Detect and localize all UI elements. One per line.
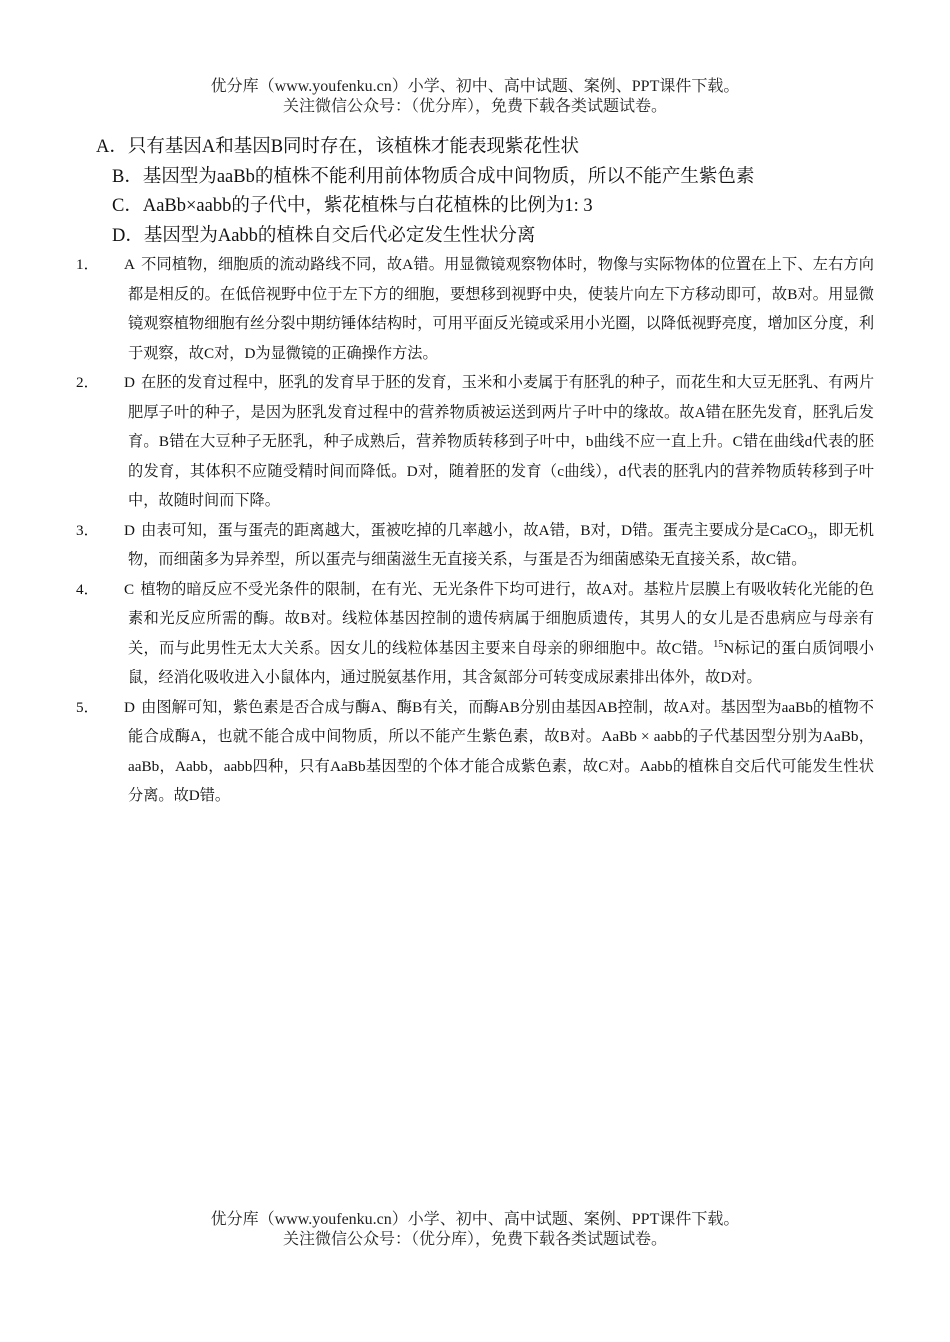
page-footer [0,1210,950,1250]
answer-letter: A [124,256,135,273]
answer-item-3 [76,516,874,575]
header-line-1: 优分库（www.youfenku.cn）小学、初中、高中试题、案例、PPT课件下载。 [210,78,740,95]
answer-number: 5． [76,698,99,716]
answer-text: 在胚的发育过程中，胚乳的发育早于胚的发育，玉米和小麦属于有胚乳的种子，而花生和大豆无胚乳、有两片肥厚子叶的种子，是因为胚乳发育过程中的营养物质被运送到两片子叶中的缘故。故A错在胚先发育，胚乳后发育。B错在大豆种子无胚乳，种子成熟后，营养物质转移到子叶中，b曲线不应一直上升。C错在曲线d代表的胚的发育，其体积不应随受精时间而降低。D对，随着胚的发育（c曲线），d代表的胚乳内的营养物质转移到子叶中，故随时间而下降。 [128,374,874,509]
answer-item-4 [76,575,874,693]
answer-text-after: N标记的蛋白质饲喂小鼠，经消化吸收进入小鼠体内，通过脱氨基作用，其含氮部分可转变成尿素排出体外，故D对。 [128,639,874,686]
answer-explanations [76,250,874,811]
answer-letter: C [124,580,135,598]
answer-text-before: 植物的暗反应不受光条件的限制，在有光、无光条件下均可进行，故A对。基粒片层膜上有吸收转化光能的色素和光反应所需的酶。故B对。线粒体基因控制的遗传病属于细胞质遗传，其男人的女儿是否患病应与母亲有关，而与此男性无太大关系。因女儿的线粒体基因主要来自母亲的卵细胞中。故C错。 [128,580,874,657]
answer-item-1 [76,250,874,368]
answer-letter: D [124,521,135,539]
option-c: C．AaBb×aabb的子代中，紫花植株与白花植株的比例为1: 3 [112,196,593,216]
answer-text-before: 由表可知，蛋与蛋壳的距离越大，蛋被吃掉的几率越小，故A错，B对，D错。蛋壳主要成分是CaCO [140,521,808,539]
answer-number: 3． [76,521,99,539]
answer-text: 不同植物，细胞质的流动路线不同，故A错。用显微镜观察物体时，物像与实际物体的位置在上下、左右方向都是相反的。在低倍视野中位于左下方的细胞，要想移到视野中央，使装片向左下方移动即可，故B对。用显微镜观察植物细胞有丝分裂中期纺锤体结构时，可用平面反光镜或采用小光圈，以降低视野亮度，增加区分度，利于观察，故C对，D为显微镜的正确操作方法。 [128,256,874,362]
option-b: B．基因型为aaBb的植株不能利用前体物质合成中间物质，所以不能产生紫色素 [112,166,755,187]
answer-item-5 [76,693,874,811]
answer-item-2 [76,368,874,516]
option-d: D．基因型为Aabb的植株自交后代必定发生性状分离 [112,225,536,246]
answer-text: 由图解可知，紫色素是否合成与酶A、酶B有关，而酶AB分别由基因AB控制，故A对。基因型为aaBb的植物不能合成酶A，也就不能合成中间物质，所以不能产生紫色素，故B对。AaBb × aabb的子代基因型分别为AaBb，aaBb，Aabb，aabb四种，只有AaBb基因型的个体才能合成紫色素，故C对。Aabb的植株自交后代可能发生性状分离。故D错。 [128,698,874,804]
footer-line-1: 优分库（www.youfenku.cn）小学、初中、高中试题、案例、PPT课件下载。 [210,1211,740,1228]
superscript: 15 [713,638,724,650]
answer-number: 2． [76,374,99,391]
subscript: 3 [807,530,813,542]
footer-line-2: 关注微信公众号：（优分库），免费下载各类试题试卷。 [282,1231,667,1248]
question-options [96,133,896,251]
answer-letter: D [124,374,135,391]
header-line-2: 关注微信公众号：（优分库），免费下载各类试题试卷。 [282,98,667,115]
page-header [0,77,950,117]
answer-text-after: ，即无机物，而细菌多为异养型，所以蛋壳与细菌滋生无直接关系，与蛋是否为细菌感染无直接关系，故C错。 [128,521,874,568]
answer-letter: D [124,698,135,716]
answer-number: 1． [76,256,99,273]
answer-number: 4． [76,580,99,598]
option-a: A．只有基因A和基因B同时存在，该植株才能表现紫花性状 [96,137,580,157]
